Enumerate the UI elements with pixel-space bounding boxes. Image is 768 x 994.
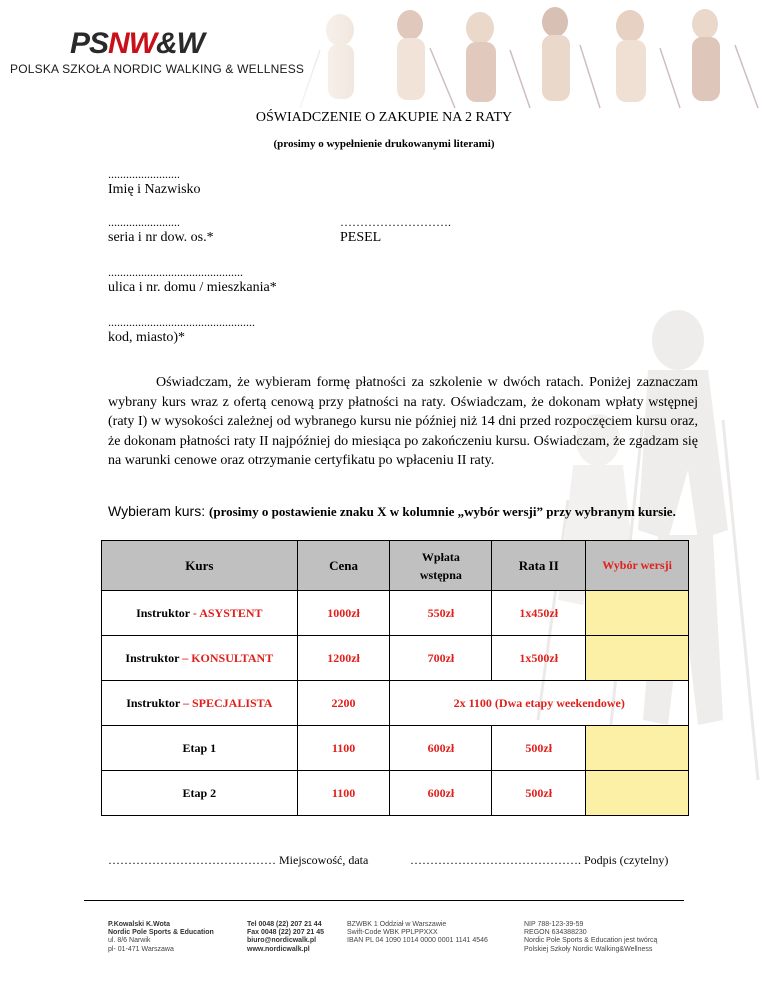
id-document-field[interactable] xyxy=(108,215,214,247)
footer-line: IBAN PL 04 1090 1014 0000 0001 1141 4546 xyxy=(347,937,488,945)
table-header-row xyxy=(102,541,689,591)
footer-line: REGON 634388230 xyxy=(524,929,587,937)
footer-website-link[interactable]: www.nordicwalk.pl xyxy=(247,945,310,953)
choice-note: (prosimy o postawienie znaku X w kolumnie „wybór wersji” przy wybranym kursie. xyxy=(209,504,676,519)
name-label: Imię i Nazwisko xyxy=(108,182,201,197)
course-level: – KONSULTANT xyxy=(179,650,274,665)
id-document-dots: ........................ xyxy=(108,215,180,229)
course-installment: 1x450zł xyxy=(492,591,586,636)
course-choice-instruction xyxy=(108,502,698,521)
pesel-label: PESEL xyxy=(340,230,382,245)
city-label: kod, miasto)* xyxy=(108,330,185,345)
footer-line: Fax 0048 (22) 207 21 45 xyxy=(247,929,325,937)
course-prefix: Instruktor xyxy=(125,650,180,665)
footer-line: pl- 01-471 Warszawa xyxy=(108,945,174,953)
course-level: – SPECJALISTA xyxy=(179,695,273,710)
course-price: 1000zł xyxy=(297,591,390,636)
street-label: ulica i nr. domu / mieszkania* xyxy=(108,280,277,295)
course-price: 1100 xyxy=(297,771,390,816)
footer-line: P.Kowalski K.Wota xyxy=(108,921,170,928)
course-deposit: 600zł xyxy=(390,726,492,771)
footer-line: Nordic Pole Sports & Education jest twórcą xyxy=(524,937,658,945)
name-field[interactable] xyxy=(108,167,201,199)
table-row xyxy=(102,591,689,636)
table-row xyxy=(102,636,689,681)
signature-line[interactable]: ……………………………………. Podpis (czytelny) xyxy=(410,853,669,867)
course-prefix: Instruktor xyxy=(126,695,180,710)
footer-line: BZWBK 1 Oddział w Warszawie xyxy=(347,921,447,928)
version-select-cell[interactable] xyxy=(586,771,689,816)
version-select-cell[interactable] xyxy=(586,636,689,681)
footer-registry xyxy=(524,921,657,954)
version-select-cell[interactable] xyxy=(586,726,689,771)
footer-line: Nordic Pole Sports & Education xyxy=(108,929,214,937)
place-date-line[interactable]: …………………………………… Miejscowość, data xyxy=(108,853,369,867)
street-dots: ............................................. xyxy=(108,265,243,279)
course-name xyxy=(102,636,298,681)
course-level: - ASYSTENT xyxy=(189,605,263,620)
declaration-paragraph: Oświadczam, że wybieram formę płatności za szkolenie w dwóch ratach. Poniżej zaznaczam wybrany kurs wraz z ofertą cenową przy płatności na raty. Oświadczam, że dokonam wpłaty wstępnej (raty I) w wysokości zależnej od wybranego kursu nie później niż 14 dni przed rozpoczęciem kursu oraz, że dokonam płatności raty II najpóźniej do miesiąca po zakończeniu kursu. Oświadczam, że zgadzam się na warunki cenowe oraz otrzymanie certyfikatu po wpłaceniu II raty. xyxy=(108,375,698,469)
course-name: Etap 2 xyxy=(102,771,298,816)
name-dots: ........................ xyxy=(108,167,180,181)
course-prefix: Instruktor xyxy=(136,605,190,620)
footer-email-link[interactable]: biuro@nordicwalk.pl xyxy=(247,937,317,945)
header-wplata: Wpłata wstępna xyxy=(390,541,492,591)
course-installment: 500zł xyxy=(492,771,586,816)
course-price: 1100 xyxy=(297,726,390,771)
footer-contact xyxy=(247,921,324,954)
header-cena: Cena xyxy=(297,541,390,591)
course-deposit: 550zł xyxy=(390,591,492,636)
brand-tagline: POLSKA SZKOŁA NORDIC WALKING & WELLNESS xyxy=(10,62,305,76)
version-select-cell[interactable] xyxy=(586,591,689,636)
footer-line: Tel 0048 (22) 207 21 44 xyxy=(247,921,322,928)
footer-bank xyxy=(347,921,488,946)
footer-divider xyxy=(84,900,684,901)
header-rata: Rata II xyxy=(492,541,586,591)
course-installment: 500zł xyxy=(492,726,586,771)
footer-line: Swift-Code WBK PPLPPXXX xyxy=(347,929,438,937)
city-field[interactable] xyxy=(108,315,255,347)
table-row xyxy=(102,681,689,726)
footer-line: ul. 8/6 Narwik xyxy=(108,937,151,945)
street-field[interactable] xyxy=(108,265,277,297)
course-deposit: 700zł xyxy=(390,636,492,681)
course-name xyxy=(102,681,298,726)
document-subtitle: (prosimy o wypełnienie drukowanymi literami) xyxy=(273,138,495,150)
footer-line: Polskiej Szkoły Nordic Walking&Wellness xyxy=(524,945,653,953)
table-row xyxy=(102,726,689,771)
course-price: 1200zł xyxy=(297,636,390,681)
course-installment: 1x500zł xyxy=(492,636,586,681)
pesel-field[interactable] xyxy=(340,215,451,247)
footer-line: NIP 788-123-39-59 xyxy=(524,921,584,928)
choice-lead: Wybieram kurs: xyxy=(108,503,206,519)
header-wybor: Wybór wersji xyxy=(586,541,689,591)
course-name: Etap 1 xyxy=(102,726,298,771)
city-dots: ................................................. xyxy=(108,315,255,329)
course-deposit: 600zł xyxy=(390,771,492,816)
course-name xyxy=(102,591,298,636)
id-document-label: seria i nr dow. os.* xyxy=(108,230,214,245)
course-installment-plan: 2x 1100 (Dwa etapy weekendowe) xyxy=(390,681,689,726)
footer-company xyxy=(108,921,214,954)
document-title: OŚWIADCZENIE O ZAKUPIE NA 2 RATY xyxy=(255,110,513,125)
header-photo-band xyxy=(280,0,768,110)
course-table xyxy=(101,540,689,816)
header-kurs: Kurs xyxy=(102,541,298,591)
pesel-dots: ………………………. xyxy=(340,215,451,229)
brand-logo: PSNW&W xyxy=(70,27,204,60)
table-row xyxy=(102,771,689,816)
course-price: 2200 xyxy=(297,681,390,726)
